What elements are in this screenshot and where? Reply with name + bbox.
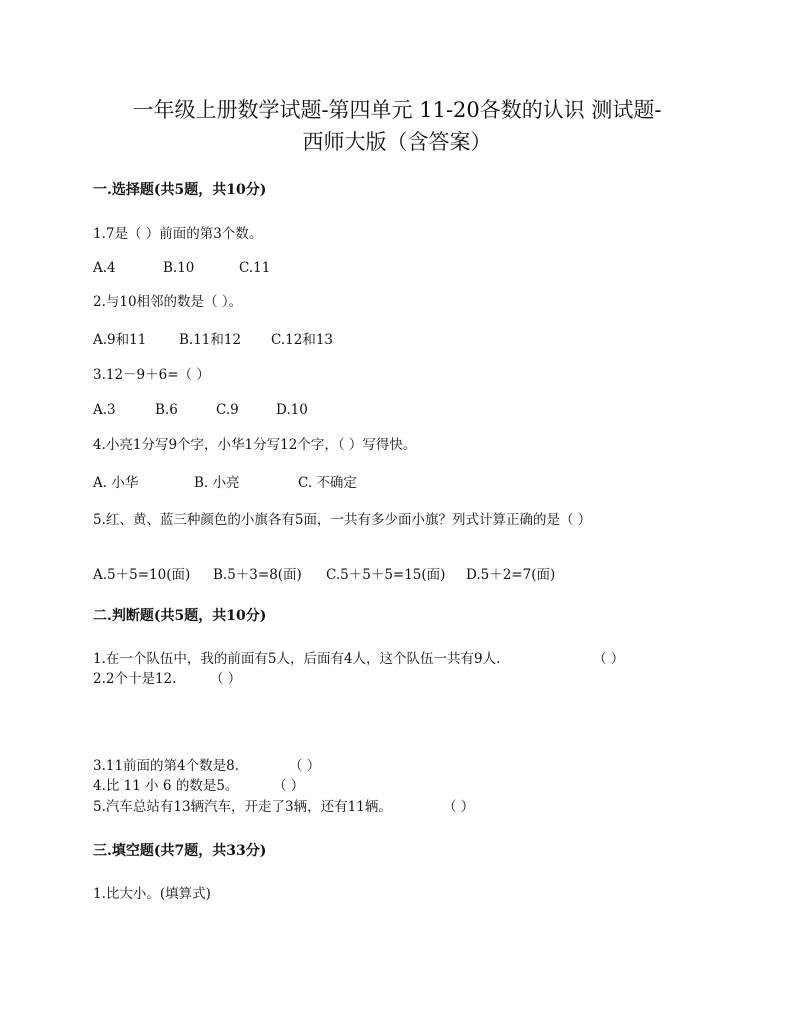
option-a: A.3 (93, 402, 116, 418)
option-c: C.5＋5＋5=15(面) (326, 567, 446, 583)
question-text: 2.与10相邻的数是（ ）。 (93, 294, 243, 310)
answer-bracket: （ ） (273, 778, 305, 794)
section-heading-judgment: 二.判断题(共5题，共10分) (93, 608, 267, 624)
question-text: 3.11前面的第4个数是8. (93, 758, 240, 774)
question-text: 4.比 11 小 6 的数是5。 (93, 778, 239, 794)
question-text: 1.在一个队伍中，我的前面有5人，后面有4人，这个队伍一共有9人. (93, 651, 501, 667)
option-b: B.6 (155, 402, 178, 418)
option-c: C.11 (239, 260, 271, 276)
option-d: D.10 (276, 402, 308, 418)
option-a: A.5＋5=10(面) (93, 567, 191, 583)
option-a: A.9和11 (93, 332, 147, 348)
option-b: B.10 (163, 260, 195, 276)
question-text: 5.红、黄、蓝三种颜色的小旗各有5面，一共有多少面小旗？列式计算正确的是（ ） (93, 512, 592, 528)
answer-bracket: （ ） (443, 799, 475, 815)
question-text: 1.比大小。(填算式) (93, 886, 211, 902)
question-text: 2.2个十是12. (93, 671, 177, 687)
question-text: 4.小亮1分写9个字，小华1分写12个字，（ ）写得快。 (93, 437, 417, 453)
option-c: C. 不确定 (298, 475, 357, 491)
section-heading-fill-blank: 三.填空题(共7题，共33分) (93, 843, 267, 859)
question-text: 1.7是（ ）前面的第3个数。 (93, 226, 263, 242)
option-b: B. 小亮 (194, 475, 240, 491)
answer-bracket: （ ） (210, 671, 242, 687)
option-c: C.12和13 (271, 332, 333, 348)
question-text: 5.汽车总站有13辆汽车，开走了3辆，还有11辆。 (93, 799, 392, 815)
question-text: 3.12－9＋6=（ ） (93, 367, 210, 383)
option-d: D.5＋2=7(面) (466, 567, 556, 583)
title-line-1: 一年级上册数学试题-第四单元 11-20各数的认识 测试题- (132, 98, 662, 122)
option-c: C.9 (216, 402, 239, 418)
option-a: A.4 (93, 260, 116, 276)
answer-bracket: （ ） (289, 758, 321, 774)
section-heading-choice: 一.选择题(共5题，共10分) (93, 182, 267, 198)
title-line-2: 西师大版（含答案） (302, 130, 492, 154)
answer-bracket: （ ） (593, 651, 625, 667)
option-b: B.5＋3=8(面) (213, 567, 302, 583)
option-b: B.11和12 (179, 332, 242, 348)
option-a: A. 小华 (93, 475, 139, 491)
